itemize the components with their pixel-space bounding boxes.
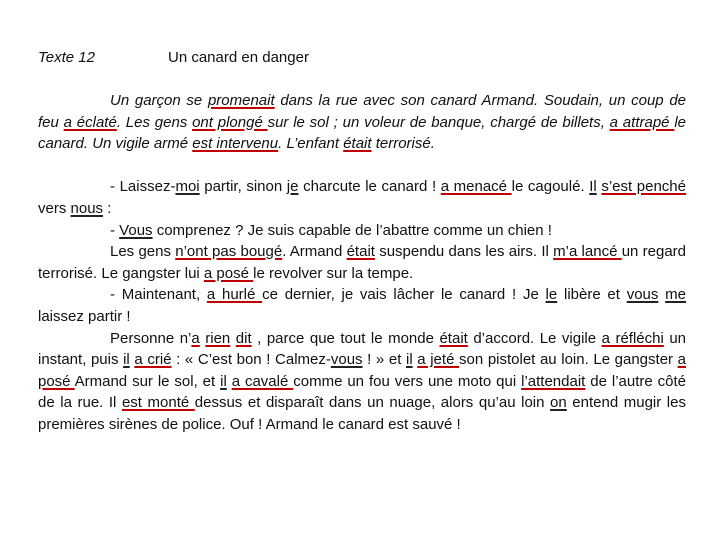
text: -: [110, 221, 120, 239]
underlined-word: s’est penché: [601, 178, 686, 196]
text: ! » et: [362, 351, 406, 369]
underlined-word: dit: [235, 329, 252, 347]
text: le revolver sur la tempe.: [253, 264, 414, 282]
underlined-word: a jeté: [417, 351, 460, 369]
text: entend mugir les premières sirènes de police. Ouf ! Armand le canard est sauvé !: [38, 394, 686, 433]
paragraph-6: [38, 328, 686, 436]
document-header: [38, 49, 309, 66]
text: le cagoulé.: [511, 178, 590, 196]
text: . Les gens: [116, 113, 193, 131]
underlined-word: m’a lancé: [553, 243, 622, 261]
text: comprenez ? Je suis capable de l’abattre comme un chien !: [152, 221, 552, 239]
underlined-word: vous: [626, 286, 659, 304]
text: dessus et disparaît dans un nuage, alors qu’au loin: [194, 394, 551, 412]
underlined-word: je: [286, 178, 299, 196]
text: , parce que tout le monde: [251, 329, 440, 347]
underlined-word: a hurlé: [206, 286, 263, 304]
underlined-word: était: [439, 329, 468, 347]
underlined-word: a posé: [203, 264, 254, 282]
underlined-word: a: [191, 329, 200, 347]
text: un instant, puis: [38, 329, 687, 369]
text: un regard terrorisé. Le gangster lui: [38, 243, 686, 282]
text: vers: [38, 199, 71, 217]
underlined-word: on: [550, 394, 567, 412]
text: ce dernier, je vais lâcher le canard ! Je: [262, 286, 546, 304]
text: dans la rue avec son canard Armand. Soudain, un coup de feu: [38, 92, 687, 131]
underlined-word: me: [665, 286, 686, 304]
text: Les gens: [110, 243, 176, 261]
text: de l’autre côté de la rue. Il: [38, 372, 686, 412]
text: terrorisé.: [371, 135, 435, 153]
text: sur le sol ; un voleur de banque, chargé de billets,: [267, 113, 610, 131]
underlined-word: a crié: [134, 351, 172, 369]
text: . L’enfant: [278, 135, 344, 153]
text: partir, sinon: [199, 178, 287, 196]
paragraph-1: [38, 90, 686, 155]
underlined-word: l’attendait: [521, 372, 586, 390]
text: Personne n’: [110, 329, 192, 347]
text: : « C’est bon ! Calmez-: [171, 351, 331, 369]
underlined-word: a réfléchi: [601, 329, 664, 347]
underlined-word: promenait: [207, 92, 275, 109]
text: laissez partir !: [38, 307, 131, 325]
text: charcute le canard !: [298, 178, 441, 196]
underlined-word: il: [123, 351, 130, 369]
underlined-word: a posé: [38, 351, 686, 390]
underlined-word: il: [220, 372, 227, 390]
text: . Armand: [282, 243, 347, 261]
text: suspendu dans les airs. Il: [374, 243, 554, 261]
paragraph-5: [38, 284, 686, 327]
text: le canard. Un vigile armé: [38, 113, 686, 153]
underlined-word: a attrapé: [609, 113, 675, 131]
text: son pistolet au loin. Le gangster: [459, 351, 678, 369]
underlined-word: était: [343, 135, 372, 153]
underlined-word: ont plongé: [192, 113, 268, 131]
underlined-word: était: [346, 243, 375, 261]
underlined-word: nous: [70, 199, 104, 217]
underlined-word: est intervenu: [192, 135, 279, 153]
underlined-word: a menacé: [440, 178, 512, 196]
underlined-word: Il: [589, 178, 597, 196]
text: d’accord. Le vigile: [467, 329, 602, 347]
text: - Maintenant,: [110, 286, 207, 304]
paragraph-4: [38, 241, 686, 284]
text: :: [103, 199, 112, 217]
underlined-word: le: [545, 286, 558, 304]
underlined-word: il: [406, 351, 413, 369]
text: Un garçon se: [110, 92, 208, 109]
underlined-word: rien: [205, 329, 231, 347]
underlined-word: Vous: [119, 221, 153, 239]
document-title: Un canard en danger: [168, 49, 309, 66]
underlined-word: n’ont pas bougé: [175, 243, 283, 261]
text: libère et: [557, 286, 627, 304]
underlined-word: moi: [175, 178, 200, 196]
underlined-word: a éclaté: [63, 113, 117, 131]
text: Armand sur le sol, et: [74, 372, 221, 390]
paragraph-3: [38, 220, 686, 242]
text: comme un fou vers une moto qui: [293, 372, 522, 390]
story-body: [38, 90, 686, 436]
text-number-label: Texte 12: [38, 49, 95, 66]
underlined-word: est monté: [121, 394, 195, 412]
underlined-word: vous: [330, 351, 363, 369]
underlined-word: a cavalé: [231, 372, 294, 390]
text: - Laissez-: [110, 178, 176, 196]
paragraph-2: [38, 176, 686, 219]
